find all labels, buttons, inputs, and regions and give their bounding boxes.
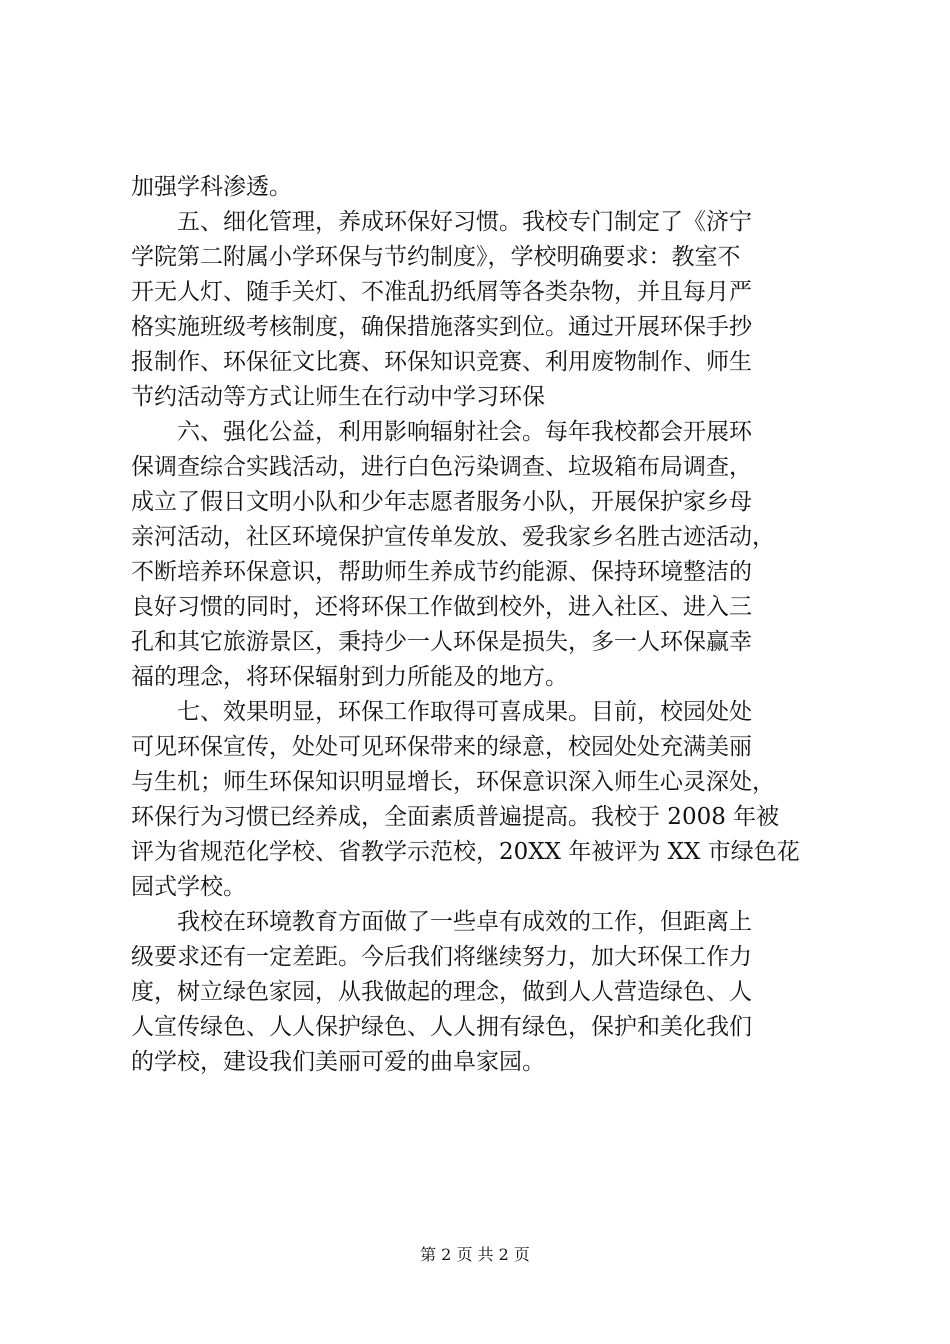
text-line: 可见环保宣传，处处可见环保带来的绿意，校园处处充满美丽 bbox=[131, 734, 752, 760]
text-line: 环保行为习惯已经养成，全面素质普遍提高。我校于 2008 年被 bbox=[131, 804, 780, 830]
text-line: 节约活动等方式让师生在行动中学习环保 bbox=[131, 384, 545, 410]
text-line: 格实施班级考核制度，确保措施落实到位。通过开展环保手抄 bbox=[131, 314, 752, 340]
text-line: 开无人灯、随手关灯、不准乱扔纸屑等各类杂物，并且每月严 bbox=[131, 279, 752, 305]
text-line: 成立了假日文明小队和少年志愿者服务小队，开展保护家乡母 bbox=[131, 489, 752, 515]
text-line: 学院第二附属小学环保与节约制度》，学校明确要求：教室不 bbox=[131, 244, 741, 270]
text-line: 加强学科渗透。 bbox=[131, 174, 292, 200]
text-line: 园式学校。 bbox=[131, 874, 246, 900]
document-body bbox=[131, 170, 831, 1080]
paragraph-closing-start: 我校在环境教育方面做了一些卓有成效的工作，但距离上 bbox=[177, 909, 752, 935]
text-line: 评为省规范化学校、省教学示范校，20XX 年被评为 XX 市绿色花 bbox=[131, 839, 800, 865]
paragraph-five-start: 五、细化管理，养成环保好习惯。我校专门制定了《济宁 bbox=[177, 209, 752, 235]
paragraph-six-start: 六、强化公益，利用影响辐射社会。每年我校都会开展环 bbox=[177, 419, 752, 445]
text-line: 度，树立绿色家园，从我做起的理念，做到人人营造绿色、人 bbox=[131, 979, 752, 1005]
text-line: 级要求还有一定差距。今后我们将继续努力，加大环保工作力 bbox=[131, 944, 752, 970]
text-line: 亲河活动，社区环境保护宣传单发放、爱我家乡名胜古迹活动， bbox=[131, 524, 775, 550]
text-line: 孔和其它旅游景区，秉持少一人环保是损失，多一人环保赢幸 bbox=[131, 629, 752, 655]
page-number-footer: 第 2 页 共 2 页 bbox=[420, 1245, 530, 1264]
text-line: 保调查综合实践活动，进行白色污染调查、垃圾箱布局调查， bbox=[131, 454, 752, 480]
text-line: 报制作、环保征文比赛、环保知识竞赛、利用废物制作、师生 bbox=[131, 349, 752, 375]
text-line: 人宣传绿色、人人保护绿色、人人拥有绿色，保护和美化我们 bbox=[131, 1014, 752, 1040]
paragraph-seven-start: 七、效果明显，环保工作取得可喜成果。目前，校园处处 bbox=[177, 699, 752, 725]
text-line: 与生机；师生环保知识明显增长，环保意识深入师生心灵深处， bbox=[131, 769, 775, 795]
text-line: 的学校，建设我们美丽可爱的曲阜家园。 bbox=[131, 1049, 545, 1075]
text-line: 不断培养环保意识，帮助师生养成节约能源、保持环境整洁的 bbox=[131, 559, 752, 585]
text-line: 良好习惯的同时，还将环保工作做到校外，进入社区、进入三 bbox=[131, 594, 752, 620]
text-line: 福的理念，将环保辐射到力所能及的地方。 bbox=[131, 664, 568, 690]
